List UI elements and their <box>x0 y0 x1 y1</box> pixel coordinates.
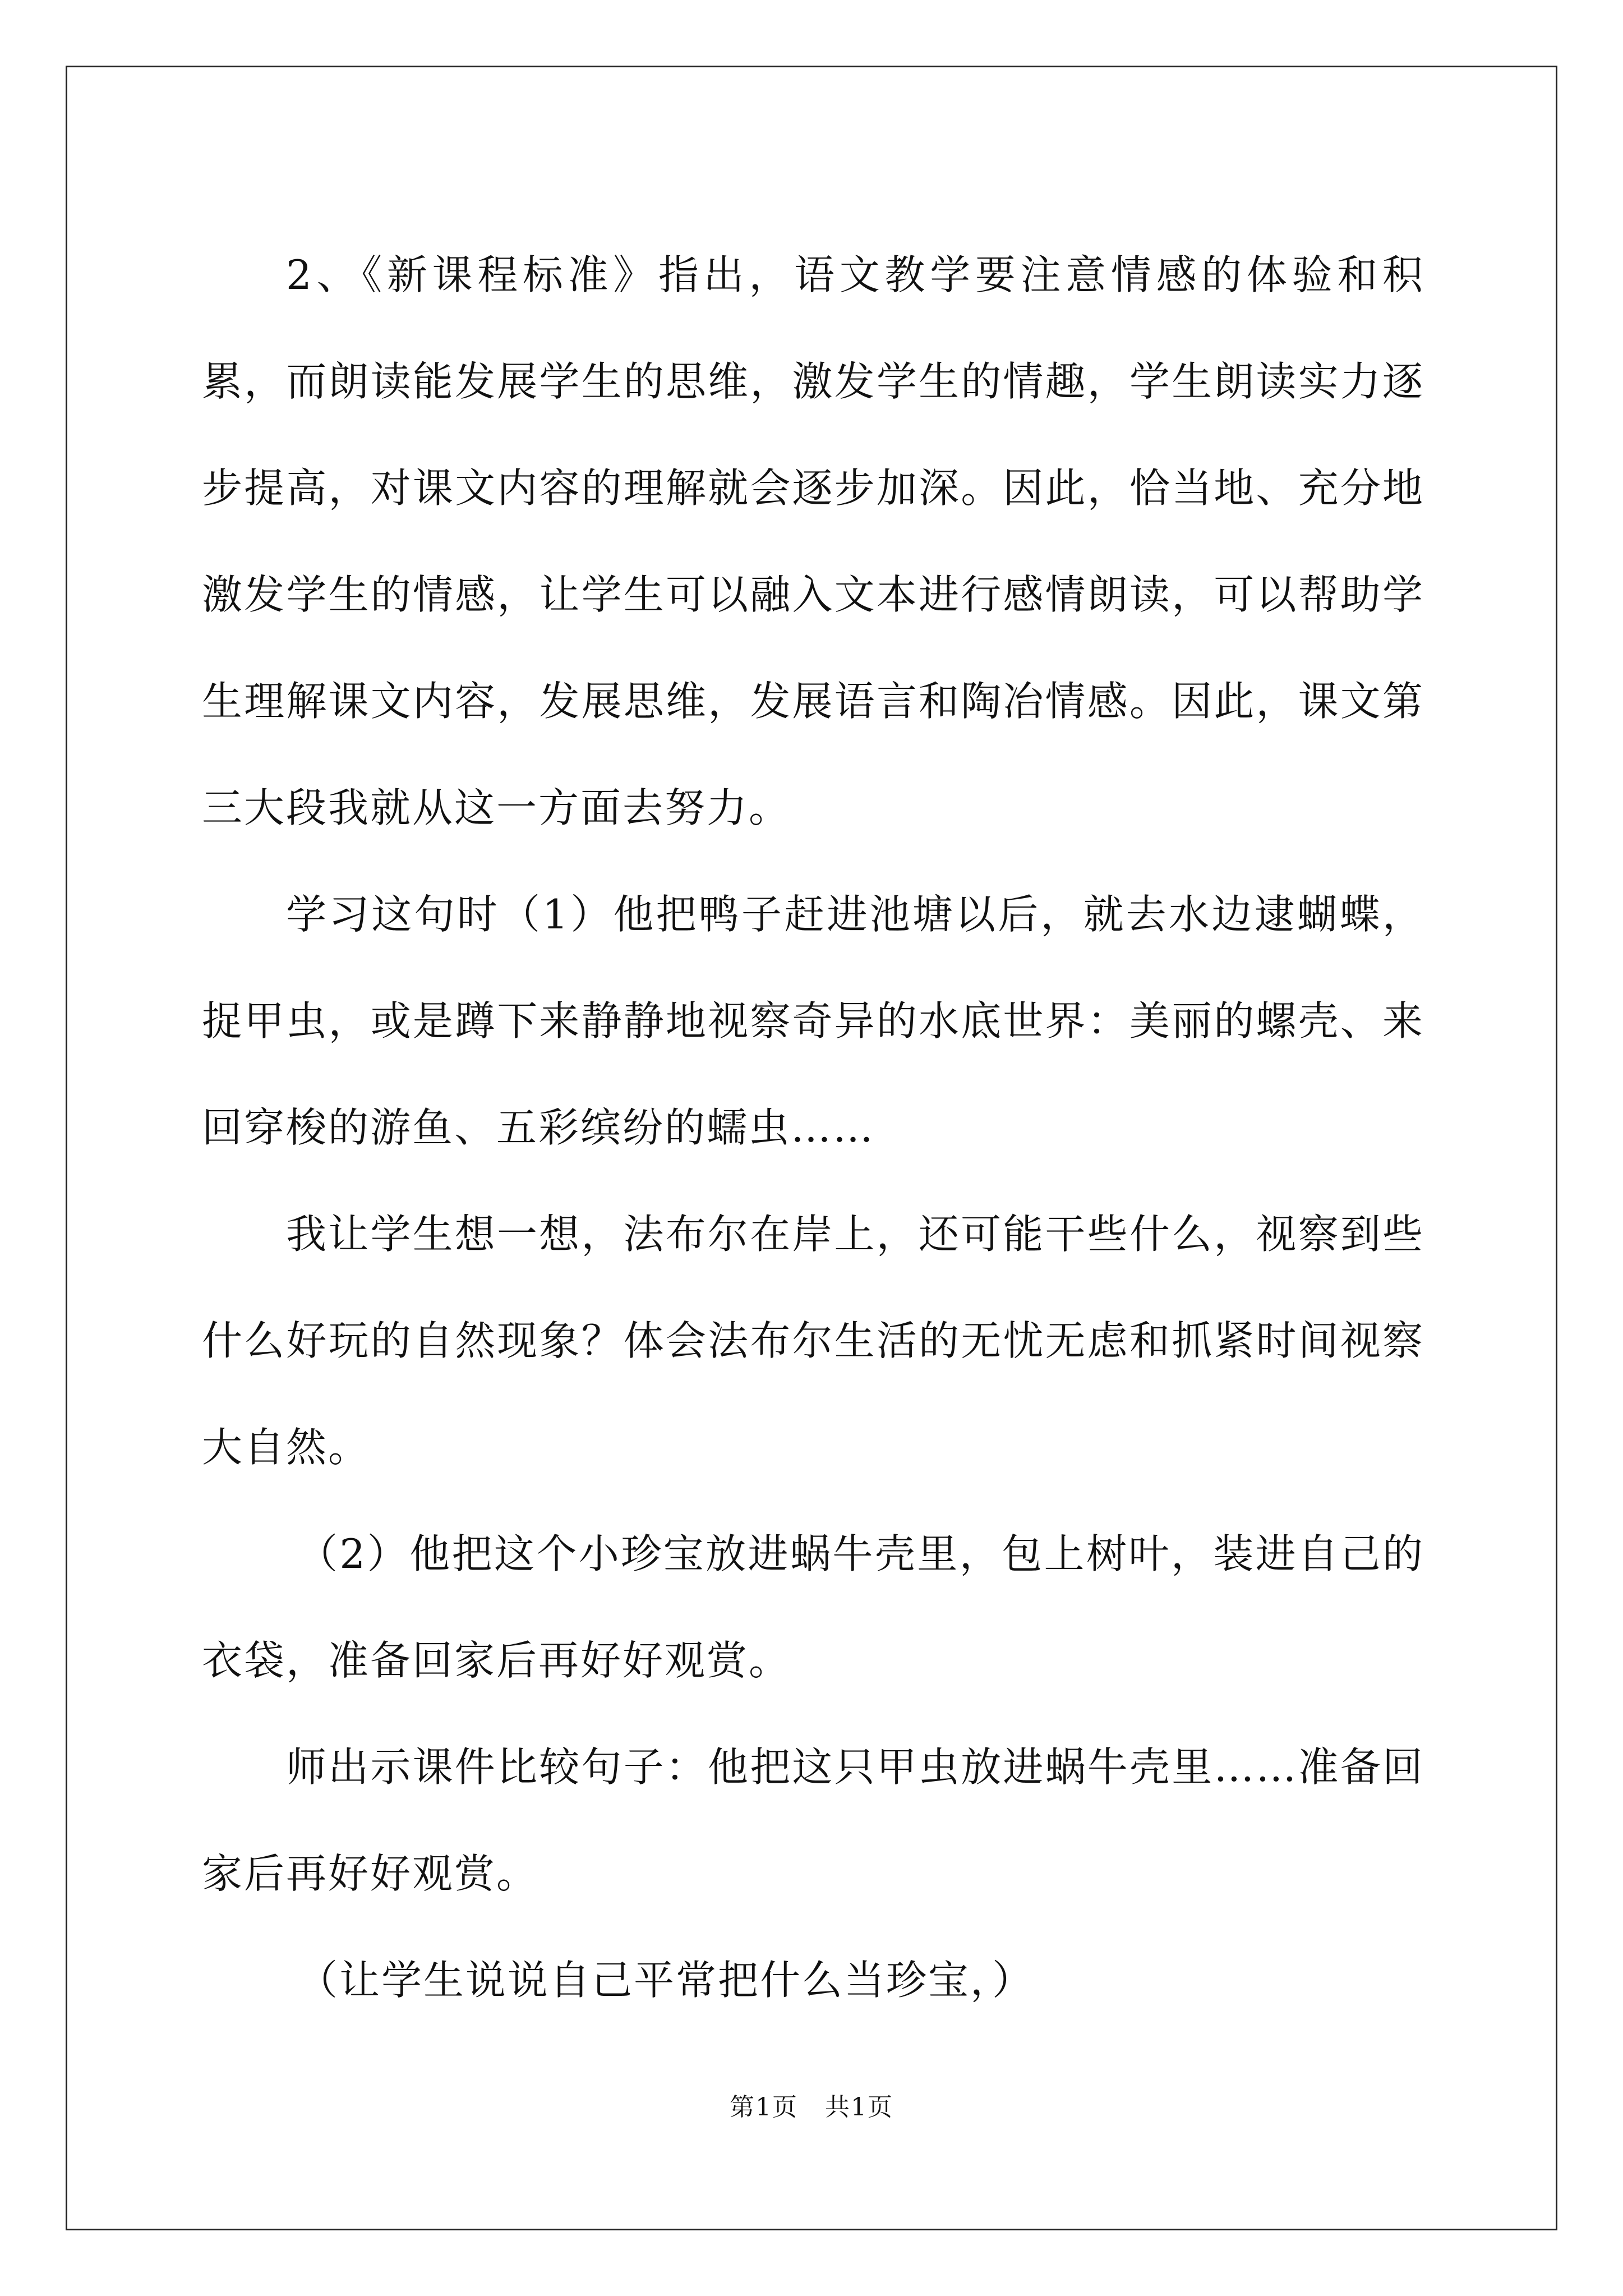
page-total: 共1页 <box>824 2093 893 2122</box>
document-body <box>202 222 1424 2033</box>
paragraph-study-sentence-1: 学习这句时（1）他把鸭子赶进池塘以后，就去水边逮蝴蝶，捉甲虫，或是蹲下来静静地视察奇异的水底世界：美丽的螺壳、来回穿梭的游鱼、五彩缤纷的蠕虫…… <box>202 891 1424 1151</box>
paragraph-student-imagine: 我让学生想一想，法布尔在岸上，还可能干些什么，视察到些什么好玩的自然现象？体会法布尔生活的无忧无虑和抓紧时间视察大自然。 <box>202 1211 1424 1471</box>
page-footer <box>0 2087 1623 2123</box>
paragraph-standards: 2、《新课程标准》指出，语文教学要注意情感的体验和积累，而朗读能发展学生的思维，激发学生的情趣，学生朗读实力逐步提高，对课文内容的理解就会逐步加深。因此，恰当地、充分地激发学生的情感，让学生可以融入文本进行感情朗读，可以帮助学生理解课文内容，发展思维，发展语言和陶冶情感。因此，课文第三大段我就从这一方面去努力。 <box>202 251 1424 831</box>
paragraph-study-sentence-2: （2）他把这个小珍宝放进蜗牛壳里，包上树叶，装进自己的衣袋，准备回家后再好好观赏。 <box>202 1530 1424 1684</box>
page-number: 第1页 <box>730 2093 799 2122</box>
paragraph-compare-sentences: 师出示课件比较句子：他把这只甲虫放进蜗牛壳里……准备回家后再好好观赏。 <box>202 1743 1424 1897</box>
paragraph-student-treasure: （让学生说说自己平常把什么当珍宝，） <box>297 1957 1035 2004</box>
